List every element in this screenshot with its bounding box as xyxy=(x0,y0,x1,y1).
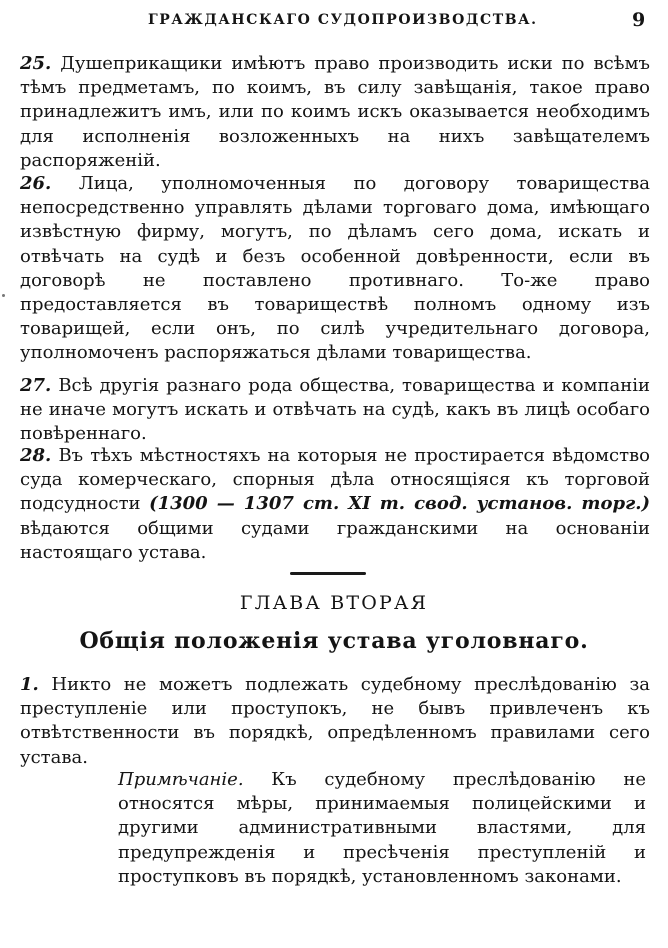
chapter-title: Общія положенія устава уголовнаго. xyxy=(79,628,589,654)
article-number: 26. xyxy=(20,173,52,194)
article-number: 1. xyxy=(20,674,39,695)
running-head xyxy=(0,10,668,34)
article-28 xyxy=(20,444,650,565)
note-label: Примѣчаніе. xyxy=(118,769,244,790)
article-text: Лица, уполномоченныя по договору товарищества непосредственно управлять дѣлами торговаго дома, имѣющаго извѣстную фирму, могутъ, по дѣламъ сего дома, искать и отвѣчать на судѣ и безъ особенной довѣренности, если въ договорѣ не поставлено противнаго. То-же право предоставляется въ товариществѣ полномъ одному изъ товарищей, если онъ, по силѣ учредительнаго договора, уполномоченъ распоряжаться дѣлами товарищества. xyxy=(20,173,650,364)
running-title: ГРАЖДАНСКАГО СУДОПРОИЗВОДСТВА. xyxy=(148,12,538,28)
legal-reference: (1300 — 1307 ст. XI т. свод. установ. торг.) xyxy=(149,493,650,515)
note xyxy=(118,768,646,889)
article-27 xyxy=(20,374,650,447)
article-text: Всѣ другія разнаго рода общества, товарищества и компаніи не иначе могутъ искать и отвѣчать на судѣ, какъ въ лицѣ особаго повѣреннаго. xyxy=(20,375,650,445)
article-text: Въ тѣхъ мѣстностяхъ на которыя не простирается вѣдомство суда комерческаго, спорныя дѣла относящіяся къ торговой подсудности xyxy=(20,445,650,515)
page-number: 9 xyxy=(632,9,646,31)
article-text: Душеприкащики имѣютъ право производить иски по всѣмъ тѣмъ предметамъ, по коимъ, въ силу завѣщанія, такое право принадлежитъ имъ, или по коимъ искъ оказывается необходимъ для исполненія возложенныхъ на нихъ завѣщателемъ распоряженій. xyxy=(20,53,650,171)
article-number: 25. xyxy=(20,53,52,74)
chapter-article-1 xyxy=(20,673,650,770)
article-25 xyxy=(20,52,650,173)
article-text-continued: вѣдаются общими судами гражданскими на основаніи настоящаго устава. xyxy=(20,517,650,563)
note-text: Къ судебному преслѣдованію не относятся мѣры, принимаемыя полицейскими и другими административными властями, для предупрежденія и пресѣченія преступленій и проступковъ въ порядкѣ, установленномъ законами. xyxy=(118,769,646,887)
article-text: Никто не можетъ подлежать судебному преслѣдованію за преступленіе или проступокъ, не бывъ привлеченъ къ отвѣтственности въ порядкѣ, опредѣленномъ правилами сего устава. xyxy=(20,674,650,768)
article-26 xyxy=(20,172,650,366)
chapter-label: ГЛАВА ВТОРАЯ xyxy=(239,592,429,614)
article-number: 27. xyxy=(20,375,52,396)
section-divider xyxy=(290,572,366,575)
margin-speck xyxy=(2,294,5,297)
article-number: 28. xyxy=(20,445,52,466)
